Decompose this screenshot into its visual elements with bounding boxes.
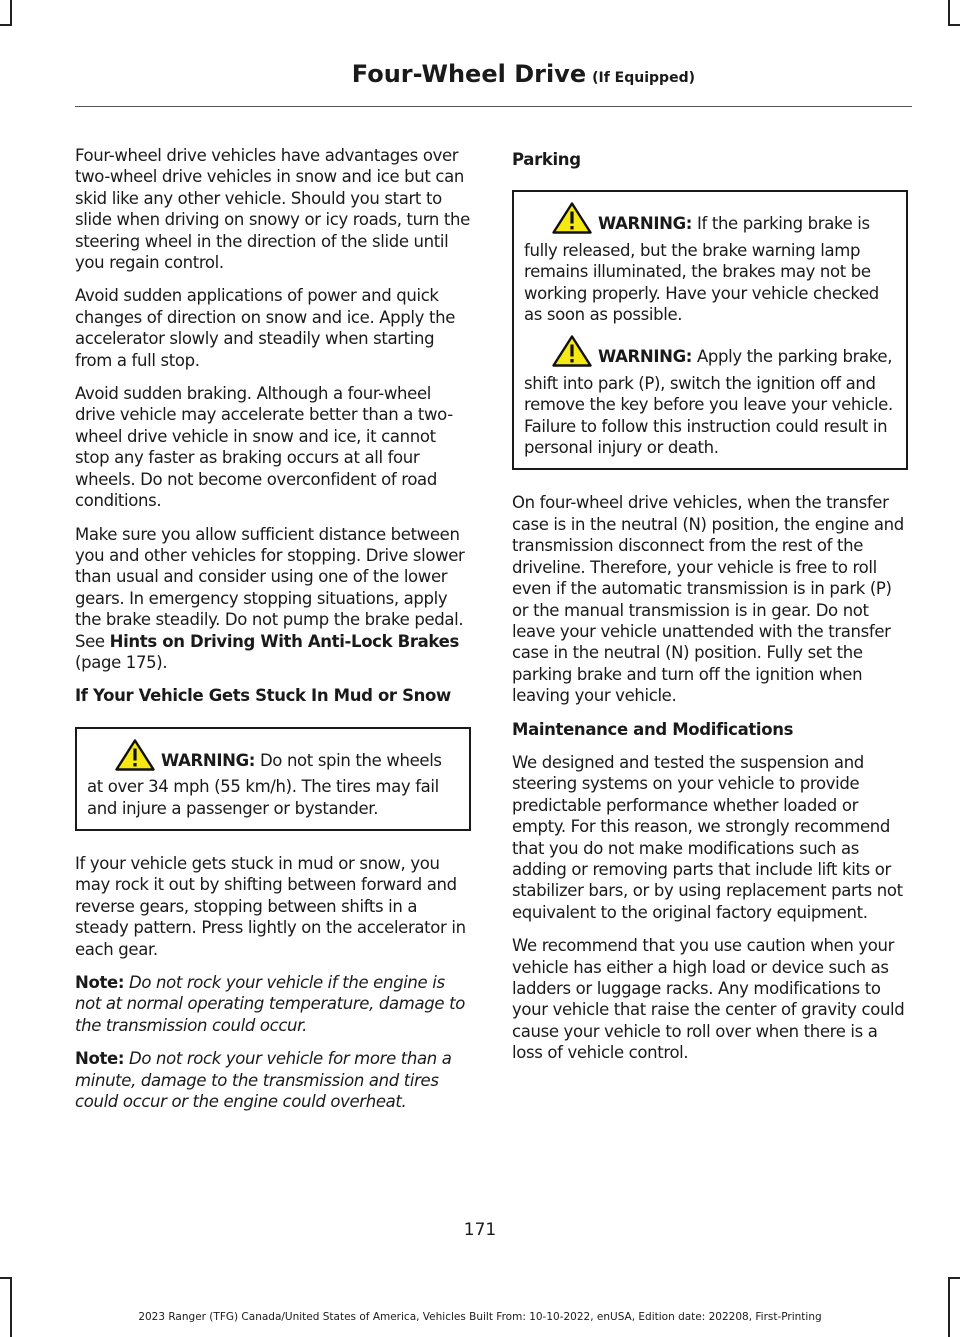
paragraph: If your vehicle gets stuck in mud or snow, you may rock it out by shifting between forward and reverse gears, stopping between shifts in a steady pattern. Press lightly on the accelerator in each gear. xyxy=(75,853,466,959)
note-text: Do not rock your vehicle for more than a minute, damage to the transmission and tires could occur or the engine could overheat. xyxy=(75,1049,452,1112)
header-title: Four-Wheel Drive xyxy=(351,60,587,88)
paragraph: Avoid sudden applications of power and quick changes of direction on snow and ice. Apply the accelerator slowly and steadily when starting from a full stop. xyxy=(75,286,455,370)
warning-text: Apply the parking brake, shift into park (P), switch the ignition off and remove the key before you leave your vehicle. Failure to follow this instruction could result in personal injury or death. xyxy=(524,347,893,458)
paragraph xyxy=(75,524,471,674)
warning-triangle-icon xyxy=(552,335,592,372)
page-header-title xyxy=(352,60,695,88)
left-column xyxy=(75,145,471,1124)
crop-mark xyxy=(948,24,960,26)
warning-item xyxy=(87,739,461,819)
note-text: Do not rock your vehicle if the engine is not at normal operating temperature, damage to the transmission could occur. xyxy=(75,973,465,1035)
right-column xyxy=(512,145,908,1076)
warning-text: If the parking brake is fully released, but the brake warning lamp remains illuminated, the brakes may not be working properly. Have your vehicle checked as soon as possible. xyxy=(524,214,879,325)
paragraph-text: Make sure you allow sufficient distance between you and other vehicles for stopping. Drive slower than usual and consider using one of the lower gears. In emergency stopping situations, apply the brake steadily. Do not pump the brake pedal. See xyxy=(75,524,465,651)
paragraph: Avoid sudden braking. Although a four-wheel drive vehicle may accelerate better than a two-wheel drive vehicle in snow and ice, it cannot stop any faster as braking occurs at all four wheels. Do not become overconfident of road conditions. xyxy=(75,384,453,511)
note xyxy=(75,972,471,1036)
warning-text: Do not spin the wheels at over 34 mph (55 km/h). The tires may fail and injure a passenger or bystander. xyxy=(87,750,442,818)
section-heading: If Your Vehicle Gets Stuck In Mud or Snow xyxy=(75,686,451,706)
page-number: 171 xyxy=(463,1220,497,1240)
paragraph: Four-wheel drive vehicles have advantages over two-wheel drive vehicles in snow and ice but can skid like any other vehicle. Should you start to slide when driving on snowy or icy roads, turn the steering wheel in the direction of the slide until you regain control. xyxy=(75,146,470,273)
crop-mark xyxy=(10,1277,12,1337)
paragraph: On four-wheel drive vehicles, when the transfer case is in the neutral (N) position, the engine and transmission disconnect from the rest of the driveline. Therefore, your vehicle is free to roll even if the automatic transmission is in park (P) or the manual transmission is in gear. Do not leave your vehicle unattended with the transfer case in the neutral (N) position. Fully set the parking brake and turn off the ignition when leaving your vehicle. xyxy=(512,493,904,706)
warning-box xyxy=(512,190,908,470)
section-heading: Parking xyxy=(512,150,581,169)
crop-mark xyxy=(0,24,12,26)
header-subtitle: (If Equipped) xyxy=(592,70,695,86)
warning-item xyxy=(524,335,898,458)
paragraph: We designed and tested the suspension and steering systems on your vehicle to provide predictable performance whether loaded or empty. For this reason, we strongly recommend that you do not make modifications such as adding or removing parts that include lift kits or stabilizer bars, or by using replacement parts not equivalent to the original factory equipment. xyxy=(512,752,903,922)
crop-mark xyxy=(948,1277,960,1279)
warning-label: WARNING: xyxy=(161,750,256,770)
cross-reference-link[interactable]: Hints on Driving With Anti-Lock Brakes xyxy=(109,631,459,651)
page-reference: (page 175). xyxy=(75,652,168,672)
warning-label: WARNING: xyxy=(598,347,693,367)
section-heading: Maintenance and Modifications xyxy=(512,719,794,739)
header-rule xyxy=(75,106,912,107)
warning-box xyxy=(75,727,471,831)
note-label: Note: xyxy=(75,973,125,992)
warning-item xyxy=(524,202,898,325)
crop-mark xyxy=(948,1277,950,1337)
crop-mark xyxy=(10,0,12,26)
warning-triangle-icon xyxy=(115,739,155,776)
crop-mark xyxy=(948,0,950,26)
paragraph: We recommend that you use caution when your vehicle has either a high load or device such as ladders or luggage racks. Any modifications to your vehicle that raise the center of gravity could cause your vehicle to roll over when there is a loss of vehicle control. xyxy=(512,936,905,1063)
warning-triangle-icon xyxy=(552,202,592,239)
page-footer: 2023 Ranger (TFG) Canada/United States of America, Vehicles Built From: 10-10-2022, enUSA, Edition date: 202208, First-Printing xyxy=(138,1311,822,1323)
warning-label: WARNING: xyxy=(598,214,693,234)
note-label: Note: xyxy=(75,1049,125,1069)
note xyxy=(75,1048,471,1112)
crop-mark xyxy=(0,1277,12,1279)
